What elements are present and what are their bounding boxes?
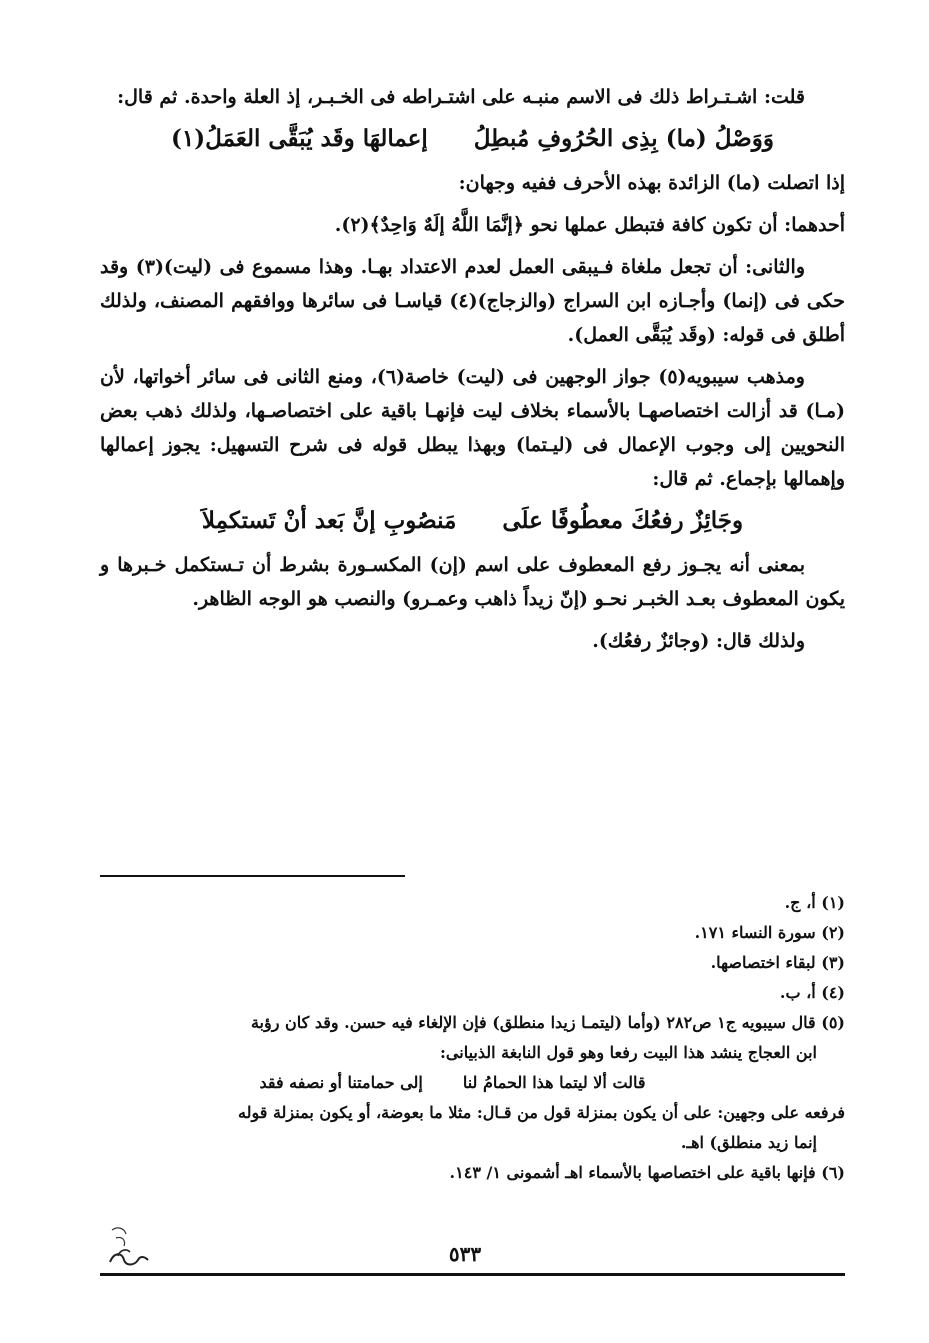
bottom-rule — [100, 1273, 845, 1276]
footnote-1: (١) أ، ج. — [784, 893, 845, 912]
footnote-separator — [100, 875, 405, 877]
verse-2-left-hemistich: مَنصُوبِ إنَّ بَعد أنْ تَستكمِلاَ — [201, 507, 457, 534]
footnote-5 — [100, 1008, 845, 1068]
paragraph-7: ولذلك قال: (وجائزٌ رفعُك). — [592, 630, 805, 652]
paragraph-6: بمعنى أنه يجـوز رفع المعطوف على اسم (إن) المكسـورة بشرط أن تـستكمل خـبرها و يكون المعطوف بعـد الخبـر نحـو (إنّ زيداً ذاهب وعمـرو) والنصب هو الوجه الظاهر. — [100, 554, 845, 610]
footnote-5-continued — [100, 1098, 845, 1158]
footnote-5-line-3: فرفعه على وجهين: على أن يكون بمنزلة قول من قـال: مثلا ما بعوضة، أو يكون بمنزلة قوله — [238, 1103, 845, 1122]
footnotes — [100, 888, 845, 1188]
paragraph-4: والثانى: أن تجعل ملغاة فـيبقى العمل لعدم الاعتداد بهـا. وهذا مسموع فى (ليت)(٣) وقد حكى فى (إنما) وأجـازه ابن السراج (والزجاج)(٤) قياسـا فى سائرها ووافقهم المصنف، ولذلك أطلق فى قوله: (وقَد يُبَقَّى العمل). — [100, 256, 845, 346]
paragraph-2: إذا اتصلت (ما) الزائدة بهذه الأحرف ففيه وجهان: — [458, 172, 845, 194]
verse-1-left-hemistich: إعمالهَا وقَد يُبَقَّى العَمَلُ(١) — [171, 125, 428, 152]
footnote-5-verse-left: إلى حمامتنا أو نصفه فقد — [259, 1073, 423, 1092]
footnote-5-verse — [100, 1068, 845, 1098]
page-number: ٥٣٣ — [448, 1242, 482, 1266]
verse-2-right-hemistich: وجَائِزٌ رفعُكَ معطُوفًا علَى — [502, 507, 744, 534]
verse-1 — [100, 118, 845, 160]
footnote-5-line-4: إنما زيد منطلق) اهـ. — [680, 1133, 817, 1152]
footnote-4: (٤) أ، ب. — [779, 983, 845, 1002]
footnote-5-line-1: (٥) قال سيبويه ج١ ص٢٨٢ (وأما (ليتمـا زيدا منطلق) فإن الإلغاء فيه حسن. وقد كان رؤبة — [250, 1013, 845, 1032]
paragraph-3: أحدهما: أن تكون كافة فتبطل عملها نحو ﴿إنَّمَا اللَّهُ إلَهٌ وَاحِدٌ﴾(٢). — [334, 214, 845, 236]
handwritten-mark-icon — [104, 1222, 154, 1270]
paragraph-5: ومذهب سيبويه(٥) جواز الوجهين فى (ليت) خاصة(٦)، ومنع الثانى فى سائر أخواتها، لأن (مـا) قد أزالت اختصاصهـا بالأسماء بخلاف ليت فإنهـا باقية على اختصاصـها، ولذلك ذهب بعض النحويين إلى وجوب الإعمال فى (ليـتما) وبهذا يبطل قوله فى شرح التسهيل: يجوز إعمالها وإهمالها بإجماع. ثم قال: — [100, 366, 845, 490]
verse-2 — [100, 500, 845, 542]
footnote-5-verse-right: قالت ألا ليتما هذا الحمامُ لنا — [462, 1073, 646, 1092]
paragraph-1: قلت: اشـتـراط ذلك فى الاسم منبـه على اشتـراطه فى الخـبـر، إذ العلة واحدة. ثم قال: — [117, 86, 805, 108]
footnote-2: (٢) سورة النساء ١٧١. — [694, 923, 845, 942]
footnote-3: (٣) لبقاء اختصاصها. — [710, 953, 845, 972]
footnote-6: (٦) فإنها باقية على اختصاصها بالأسماء اهـ أشمونى ١/ ١٤٣. — [449, 1163, 845, 1182]
footnote-5-line-2: ابن العجاج ينشد هذا البيت رفعا وهو قول النابغة الذبيانى: — [440, 1043, 817, 1062]
page-content — [100, 80, 845, 1310]
verse-1-right-hemistich: وَوَصْلُ (ما) بِذِى الحُرُوفِ مُبطِلُ — [473, 125, 774, 152]
